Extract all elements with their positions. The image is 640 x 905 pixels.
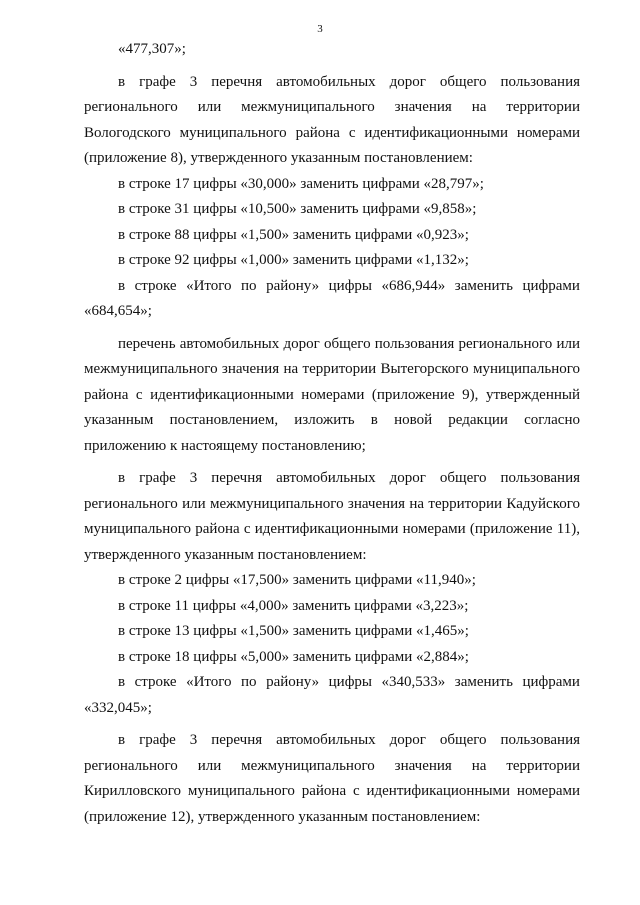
list-item: в строке 88 цифры «1,500» заменить цифрами «0,923»; (118, 226, 469, 243)
word: цифры (328, 674, 373, 690)
word: «340,533» (381, 674, 446, 690)
document-body (84, 37, 580, 830)
word: району» (266, 674, 320, 690)
word: району» (266, 277, 320, 294)
word: цифрами (522, 674, 580, 690)
word: строке (134, 674, 177, 690)
paragraph-vytegra-district: перечень автомобильных дорог общего пользования регионального или межмуниципального значения на территории Вытегорского муниципального района с идентификационными номерами (приложение 9), утвержденный указанным постановлением, изложить в новой редакции согласно приложению к настоящему постановлению; (84, 335, 580, 454)
list-item: в строке 2 цифры «17,500» заменить цифрами «11,940»; (118, 572, 476, 588)
list-item: в строке 13 цифры «1,500» заменить цифрами «1,465»; (118, 623, 469, 639)
list-item: в строке 11 цифры «4,000» заменить цифрами «3,223»; (118, 597, 469, 614)
paragraph-kaduy-district: в графе 3 перечня автомобильных дорог общего пользования регионального или межмуниципального значения на территории Кадуйского муниципального района с идентификационными номерами (приложение 11), утвержденного указанным постановлением: (84, 470, 580, 563)
total-line-kaduy-tail: «332,045»; (84, 699, 152, 716)
word: в (118, 277, 126, 294)
word: «Итого (186, 277, 232, 294)
list-item: в строке 31 цифры «10,500» заменить цифрами «9,858»; (118, 201, 477, 217)
word: «686,944» (381, 277, 446, 294)
total-line-vologda-tail: «684,654»; (84, 303, 152, 319)
word: строке (134, 277, 177, 294)
word: по (241, 674, 257, 690)
total-line-vologda (84, 274, 580, 300)
word: в (118, 674, 126, 690)
list-item: в строке 18 цифры «5,000» заменить цифрами «2,884»; (118, 648, 469, 665)
word: «Итого (186, 674, 232, 690)
word: заменить (454, 277, 513, 294)
list-item: в строке 17 цифры «30,000» заменить цифрами «28,797»; (118, 175, 484, 192)
total-line-kaduy (84, 670, 580, 696)
list-item: в строке 92 цифры «1,000» заменить цифрами «1,132»; (118, 252, 469, 268)
word: заменить (454, 674, 513, 690)
word: цифрами (522, 277, 580, 294)
paragraph-kirillov-district: в графе 3 перечня автомобильных дорог общего пользования регионального или межмуниципального значения на территории Кирилловского муниципального района с идентификационными номерами (приложение 12), утвержденного указанным постановлением: (84, 732, 580, 825)
page-number: 3 (317, 23, 323, 35)
word: по (241, 277, 257, 294)
paragraph-vologda-district: в графе 3 перечня автомобильных дорог общего пользования регионального или межмуниципального значения на территории Вологодского муниципального района с идентификационными номерами (приложение 8), утвержденного указанным постановлением: (84, 73, 580, 166)
paragraph-continuation: «477,307»; (118, 41, 186, 57)
word: цифры (328, 277, 373, 294)
